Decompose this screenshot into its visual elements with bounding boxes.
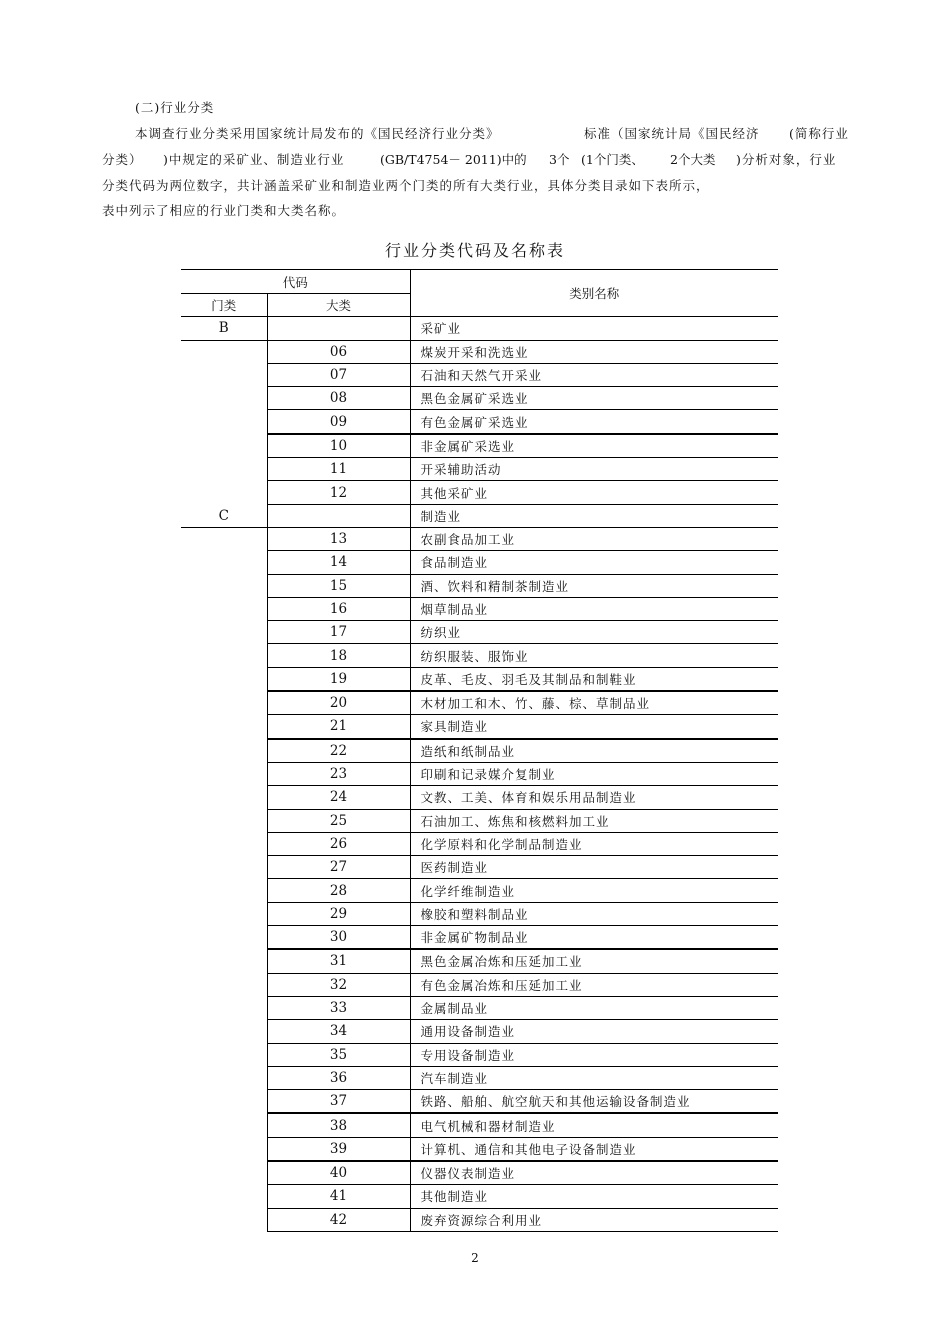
- category-name-cell: 黑色金属冶炼和压延加工业: [410, 949, 778, 973]
- category-name-cell: 医药制造业: [410, 856, 778, 879]
- paragraph-line-2e: (1个门类、: [581, 152, 644, 167]
- menlei-cell: [181, 715, 267, 739]
- table-row: [181, 856, 778, 879]
- table-row: [181, 926, 778, 950]
- table-row: [181, 481, 778, 504]
- paragraph-line-4: 表中列示了相应的行业门类和大类名称。: [102, 203, 346, 218]
- dalei-code-cell: 15: [267, 574, 410, 597]
- menlei-cell: [181, 363, 267, 386]
- section-heading: (二)行业分类: [135, 100, 215, 115]
- dalei-code-cell: 18: [267, 644, 410, 667]
- table-row: [181, 902, 778, 925]
- category-name-cell: 专用设备制造业: [410, 1043, 778, 1066]
- table-row: [181, 949, 778, 973]
- menlei-cell: [181, 667, 267, 691]
- table-row: [181, 458, 778, 481]
- category-name-cell: 酒、饮料和精制茶制造业: [410, 574, 778, 597]
- table-row: [181, 621, 778, 644]
- dalei-code-cell: 31: [267, 949, 410, 973]
- paragraph-line-3: 分类代码为两位数字，共计涵盖采矿业和制造业两个门类的所有大类行业，具体分类目录如下表所示，: [102, 178, 710, 193]
- menlei-cell: [181, 1208, 267, 1231]
- category-name-cell: 橡胶和塑料制品业: [410, 902, 778, 925]
- category-name-cell: 食品制造业: [410, 551, 778, 574]
- menlei-cell: [181, 481, 267, 504]
- paragraph-line-1b: 标准（国家统计局《国民经济: [584, 126, 760, 141]
- category-name-cell: 烟草制品业: [410, 597, 778, 620]
- menlei-cell: [181, 574, 267, 597]
- menlei-cell: C: [181, 504, 267, 527]
- page-number: 2: [471, 1251, 479, 1265]
- dalei-code-cell: 22: [267, 739, 410, 763]
- category-name-cell: 煤炭开采和洗选业: [410, 340, 778, 363]
- dalei-code-cell: 40: [267, 1161, 410, 1185]
- menlei-cell: [181, 762, 267, 785]
- menlei-cell: [181, 1137, 267, 1161]
- category-name-cell: 有色金属矿采选业: [410, 410, 778, 434]
- category-name-cell: 仪器仪表制造业: [410, 1161, 778, 1185]
- header-dalei: 大类: [267, 294, 410, 317]
- category-name-cell: 计算机、通信和其他电子设备制造业: [410, 1137, 778, 1161]
- menlei-cell: [181, 926, 267, 950]
- category-name-cell: 黑色金属矿采选业: [410, 387, 778, 410]
- category-name-cell: 化学原料和化学制品制造业: [410, 832, 778, 855]
- paragraph-line-2d: 3个: [549, 152, 570, 167]
- dalei-code-cell: 23: [267, 762, 410, 785]
- table-row: [181, 786, 778, 809]
- dalei-code-cell: 24: [267, 786, 410, 809]
- industry-classification-table: [181, 269, 778, 1232]
- category-name-cell: 农副食品加工业: [410, 527, 778, 550]
- category-name-cell: 石油加工、炼焦和核燃料加工业: [410, 809, 778, 832]
- menlei-cell: [181, 786, 267, 809]
- dalei-code-cell: [267, 317, 410, 340]
- dalei-code-cell: 37: [267, 1090, 410, 1114]
- dalei-code-cell: 19: [267, 667, 410, 691]
- menlei-cell: [181, 1043, 267, 1066]
- category-name-cell: 印刷和记录媒介复制业: [410, 762, 778, 785]
- menlei-cell: [181, 1161, 267, 1185]
- table-row: [181, 387, 778, 410]
- table-row: [181, 644, 778, 667]
- table-row: [181, 996, 778, 1019]
- table-row: [181, 691, 778, 715]
- menlei-cell: [181, 809, 267, 832]
- table-header-row: [181, 270, 778, 294]
- table-row: [181, 762, 778, 785]
- category-name-cell: 其他制造业: [410, 1185, 778, 1208]
- dalei-code-cell: 16: [267, 597, 410, 620]
- menlei-cell: [181, 902, 267, 925]
- category-name-cell: 开采辅助活动: [410, 458, 778, 481]
- category-name-cell: 纺织业: [410, 621, 778, 644]
- paragraph-line-1c: (简称行业: [789, 126, 849, 141]
- menlei-cell: [181, 1185, 267, 1208]
- category-name-cell: 通用设备制造业: [410, 1020, 778, 1043]
- dalei-code-cell: 32: [267, 973, 410, 996]
- table-row: [181, 739, 778, 763]
- table-row: [181, 1066, 778, 1089]
- menlei-cell: [181, 996, 267, 1019]
- table-row: [181, 973, 778, 996]
- dalei-code-cell: 29: [267, 902, 410, 925]
- dalei-code-cell: 06: [267, 340, 410, 363]
- dalei-code-cell: 09: [267, 410, 410, 434]
- menlei-cell: [181, 1113, 267, 1137]
- category-name-cell: 非金属矿物制品业: [410, 926, 778, 950]
- category-name-cell: 木材加工和木、竹、藤、棕、草制品业: [410, 691, 778, 715]
- table-row: [181, 1020, 778, 1043]
- table-section-row: [181, 504, 778, 527]
- category-name-cell: 皮革、毛皮、羽毛及其制品和制鞋业: [410, 667, 778, 691]
- menlei-cell: [181, 1020, 267, 1043]
- paragraph-line-2a: 分类）: [102, 152, 143, 167]
- category-name-cell: 有色金属冶炼和压延加工业: [410, 973, 778, 996]
- paragraph-line-2f: 2个大类: [670, 152, 716, 167]
- category-name-cell: 铁路、船舶、航空航天和其他运输设备制造业: [410, 1090, 778, 1114]
- paragraph-line-1a: 本调查行业分类采用国家统计局发布的《国民经济行业分类》: [135, 126, 500, 141]
- menlei-cell: [181, 387, 267, 410]
- table-row: [181, 1161, 778, 1185]
- menlei-cell: [181, 644, 267, 667]
- dalei-code-cell: 28: [267, 879, 410, 902]
- menlei-cell: [181, 879, 267, 902]
- menlei-cell: [181, 973, 267, 996]
- table-row: [181, 1113, 778, 1137]
- dalei-code-cell: 13: [267, 527, 410, 550]
- dalei-code-cell: 11: [267, 458, 410, 481]
- category-name-cell: 造纸和纸制品业: [410, 739, 778, 763]
- table-row: [181, 434, 778, 458]
- menlei-cell: [181, 691, 267, 715]
- table-row: [181, 667, 778, 691]
- category-name-cell: 化学纤维制造业: [410, 879, 778, 902]
- table-row: [181, 1208, 778, 1231]
- menlei-cell: [181, 1066, 267, 1089]
- table-row: [181, 1185, 778, 1208]
- dalei-code-cell: 41: [267, 1185, 410, 1208]
- menlei-cell: [181, 949, 267, 973]
- table-row: [181, 832, 778, 855]
- paragraph-line-2c: (GB/T4754－ 2011)中的: [380, 152, 527, 167]
- dalei-code-cell: 35: [267, 1043, 410, 1066]
- menlei-cell: [181, 551, 267, 574]
- table-row: [181, 574, 778, 597]
- dalei-code-cell: 30: [267, 926, 410, 950]
- menlei-cell: [181, 739, 267, 763]
- menlei-cell: [181, 832, 267, 855]
- dalei-code-cell: 34: [267, 1020, 410, 1043]
- table-row: [181, 527, 778, 550]
- dalei-code-cell: 36: [267, 1066, 410, 1089]
- dalei-code-cell: 26: [267, 832, 410, 855]
- header-menlei: 门类: [181, 294, 267, 317]
- dalei-code-cell: 42: [267, 1208, 410, 1231]
- table-section-row: [181, 317, 778, 340]
- category-name-cell: 金属制品业: [410, 996, 778, 1019]
- category-name-cell: 其他采矿业: [410, 481, 778, 504]
- table-row: [181, 340, 778, 363]
- dalei-code-cell: 27: [267, 856, 410, 879]
- table-row: [181, 597, 778, 620]
- table-title: 行业分类代码及名称表: [384, 241, 565, 260]
- dalei-code-cell: [267, 504, 410, 527]
- category-name-cell: 制造业: [410, 504, 778, 527]
- category-name-cell: 家具制造业: [410, 715, 778, 739]
- table-row: [181, 551, 778, 574]
- dalei-code-cell: 38: [267, 1113, 410, 1137]
- dalei-code-cell: 25: [267, 809, 410, 832]
- category-name-cell: 纺织服装、服饰业: [410, 644, 778, 667]
- paragraph-line-2g: )分析对象，行业: [736, 152, 837, 167]
- dalei-code-cell: 14: [267, 551, 410, 574]
- dalei-code-cell: 21: [267, 715, 410, 739]
- menlei-cell: [181, 527, 267, 550]
- dalei-code-cell: 10: [267, 434, 410, 458]
- dalei-code-cell: 07: [267, 363, 410, 386]
- menlei-cell: [181, 410, 267, 434]
- menlei-cell: [181, 458, 267, 481]
- dalei-code-cell: 08: [267, 387, 410, 410]
- category-name-cell: 石油和天然气开采业: [410, 363, 778, 386]
- dalei-code-cell: 17: [267, 621, 410, 644]
- table-row: [181, 1137, 778, 1161]
- table-row: [181, 363, 778, 386]
- dalei-code-cell: 12: [267, 481, 410, 504]
- menlei-cell: [181, 1090, 267, 1114]
- table-row: [181, 879, 778, 902]
- menlei-cell: [181, 597, 267, 620]
- menlei-cell: [181, 856, 267, 879]
- table-row: [181, 809, 778, 832]
- table-row: [181, 1043, 778, 1066]
- category-name-cell: 废弃资源综合利用业: [410, 1208, 778, 1231]
- menlei-cell: [181, 434, 267, 458]
- table-row: [181, 410, 778, 434]
- table-row: [181, 715, 778, 739]
- menlei-cell: B: [181, 317, 267, 340]
- category-name-cell: 非金属矿采选业: [410, 434, 778, 458]
- dalei-code-cell: 39: [267, 1137, 410, 1161]
- category-name-cell: 文教、工美、体育和娱乐用品制造业: [410, 786, 778, 809]
- menlei-cell: [181, 340, 267, 363]
- dalei-code-cell: 33: [267, 996, 410, 1019]
- paragraph-line-2b: )中规定的采矿业、制造业行业: [163, 152, 345, 167]
- table-row: [181, 1090, 778, 1114]
- category-name-cell: 汽车制造业: [410, 1066, 778, 1089]
- dalei-code-cell: 20: [267, 691, 410, 715]
- category-name-cell: 电气机械和器材制造业: [410, 1113, 778, 1137]
- category-name-cell: 采矿业: [410, 317, 778, 340]
- header-code: 代码: [181, 270, 410, 294]
- menlei-cell: [181, 621, 267, 644]
- header-category-name: 类别名称: [410, 270, 778, 317]
